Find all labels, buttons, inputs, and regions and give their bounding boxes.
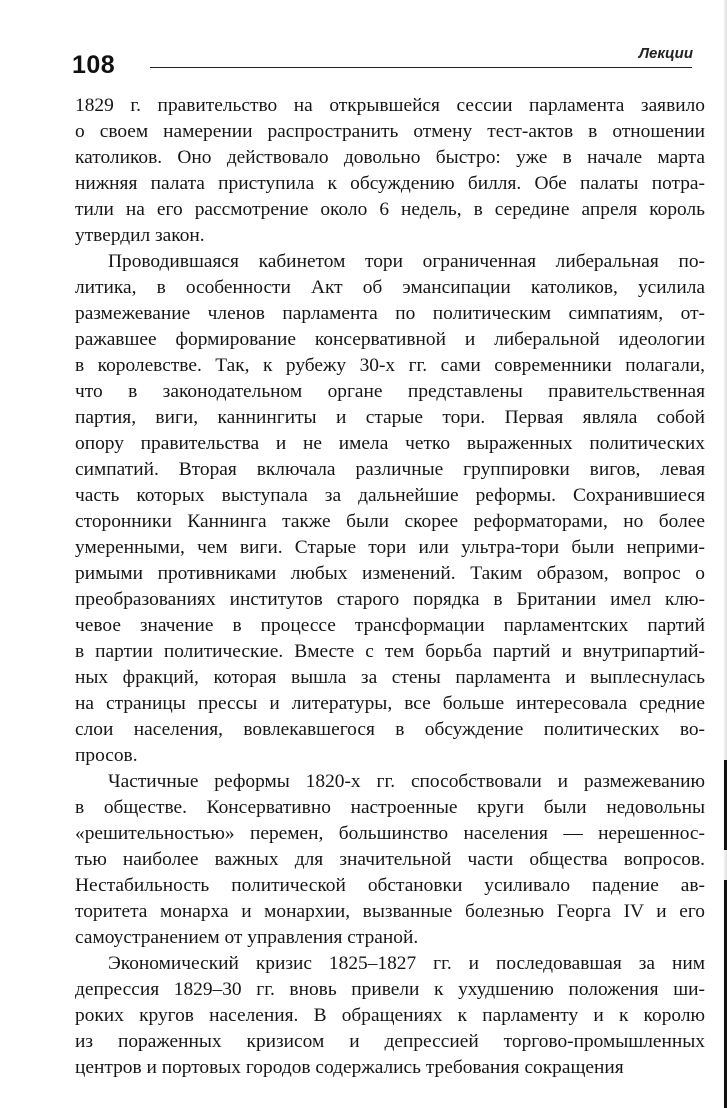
text-line: нижняя палата приступила к обсуждению билля. Обе палаты потра- [75, 173, 705, 194]
running-head: Лекции [638, 45, 693, 62]
text-line: литика, в особенности Акт об эмансипации католиков, усилила [75, 277, 705, 298]
text-line: сторонники Каннинга также были скорее реформаторами, но более [75, 511, 705, 532]
text-line: из пораженных кризисом и депрессией торгово-промышленных [75, 1031, 705, 1052]
text-line: 1829 г. правительство на открывшейся сессии парламента заявило [75, 95, 705, 116]
text-line: роких кругов населения. В обращениях к парламенту и к королю [75, 1005, 705, 1026]
paragraph [75, 951, 705, 1081]
text-line: Нестабильность политической обстановки усиливало падение ав- [75, 875, 705, 896]
text-line: ражавшее формирование консервативной и либеральной идеологии [75, 329, 705, 350]
text-line: ных фракций, которая вышла за стены парламента и выплеснулась [75, 667, 705, 688]
text-line: преобразованиях институтов старого порядка в Британии имел клю- [75, 589, 705, 610]
text-line: католиков. Оно действовало довольно быстро: уже в начале марта [75, 147, 705, 168]
text-line: о своем намерении распространить отмену тест-актов в отношении [75, 121, 705, 142]
text-line: тили на его рассмотрение около 6 недель, в середине апреля король [75, 199, 705, 220]
paragraph [75, 249, 705, 769]
text-line: утвердил закон. [75, 225, 205, 246]
text-line: в королевстве. Так, к рубежу 30-х гг. сами современники полагали, [75, 355, 705, 376]
body-text [75, 93, 705, 1081]
paragraph [75, 93, 705, 249]
paragraph [75, 769, 705, 951]
text-line: умеренными, чем виги. Старые тори или ультра-тори были неприми- [75, 537, 705, 558]
text-line: слои населения, вовлекавшегося в обсуждение политических во- [75, 719, 705, 740]
text-line: «решительностью» перемен, большинство населения — нерешеннос- [75, 823, 705, 844]
text-line: симпатий. Вторая включала различные группировки вигов, левая [75, 459, 705, 480]
text-line: партия, виги, каннингиты и старые тори. Первая являла собой [75, 407, 705, 428]
text-line: часть которых выступала за дальнейшие реформы. Сохранившиеся [75, 485, 705, 506]
text-line: в партии политические. Вместе с тем борьба партий и внутрипартий- [75, 641, 705, 662]
text-line: опору правительства и не имела четко выраженных политических [75, 433, 705, 454]
text-line: чевое значение в процессе трансформации парламентских партий [75, 615, 705, 636]
text-line: Частичные реформы 1820-х гг. способствовали и размежеванию [108, 771, 705, 792]
header-rule [150, 67, 692, 68]
text-line: торитета монарха и монархии, вызванные болезнью Георга IV и его [75, 901, 705, 922]
text-line: самоустранением от управления страной. [75, 927, 419, 948]
text-line: Проводившаяся кабинетом тори ограниченная либеральная по- [108, 251, 705, 272]
text-line: Экономический кризис 1825–1827 гг. и последовавшая за ним [108, 953, 705, 974]
text-line: тью наиболее важных для значительной части общества вопросов. [75, 849, 705, 870]
page-number: 108 [72, 51, 116, 79]
text-line: просов. [75, 745, 138, 766]
text-line: размежевание членов парламента по политическим симпатиям, от- [75, 303, 705, 324]
text-line: в обществе. Консервативно настроенные круги были недовольны [75, 797, 705, 818]
text-line: на страницы прессы и литературы, все больше интересовала средние [75, 693, 705, 714]
text-line: римыми противниками любых изменений. Таким образом, вопрос о [75, 563, 705, 584]
text-line: депрессия 1829–30 гг. вновь привели к ухудшению положения ши- [75, 979, 705, 1000]
text-line: что в законодательном органе представлены правительственная [75, 381, 705, 402]
text-line: центров и портовых городов содержались требования сокращения [75, 1057, 624, 1078]
